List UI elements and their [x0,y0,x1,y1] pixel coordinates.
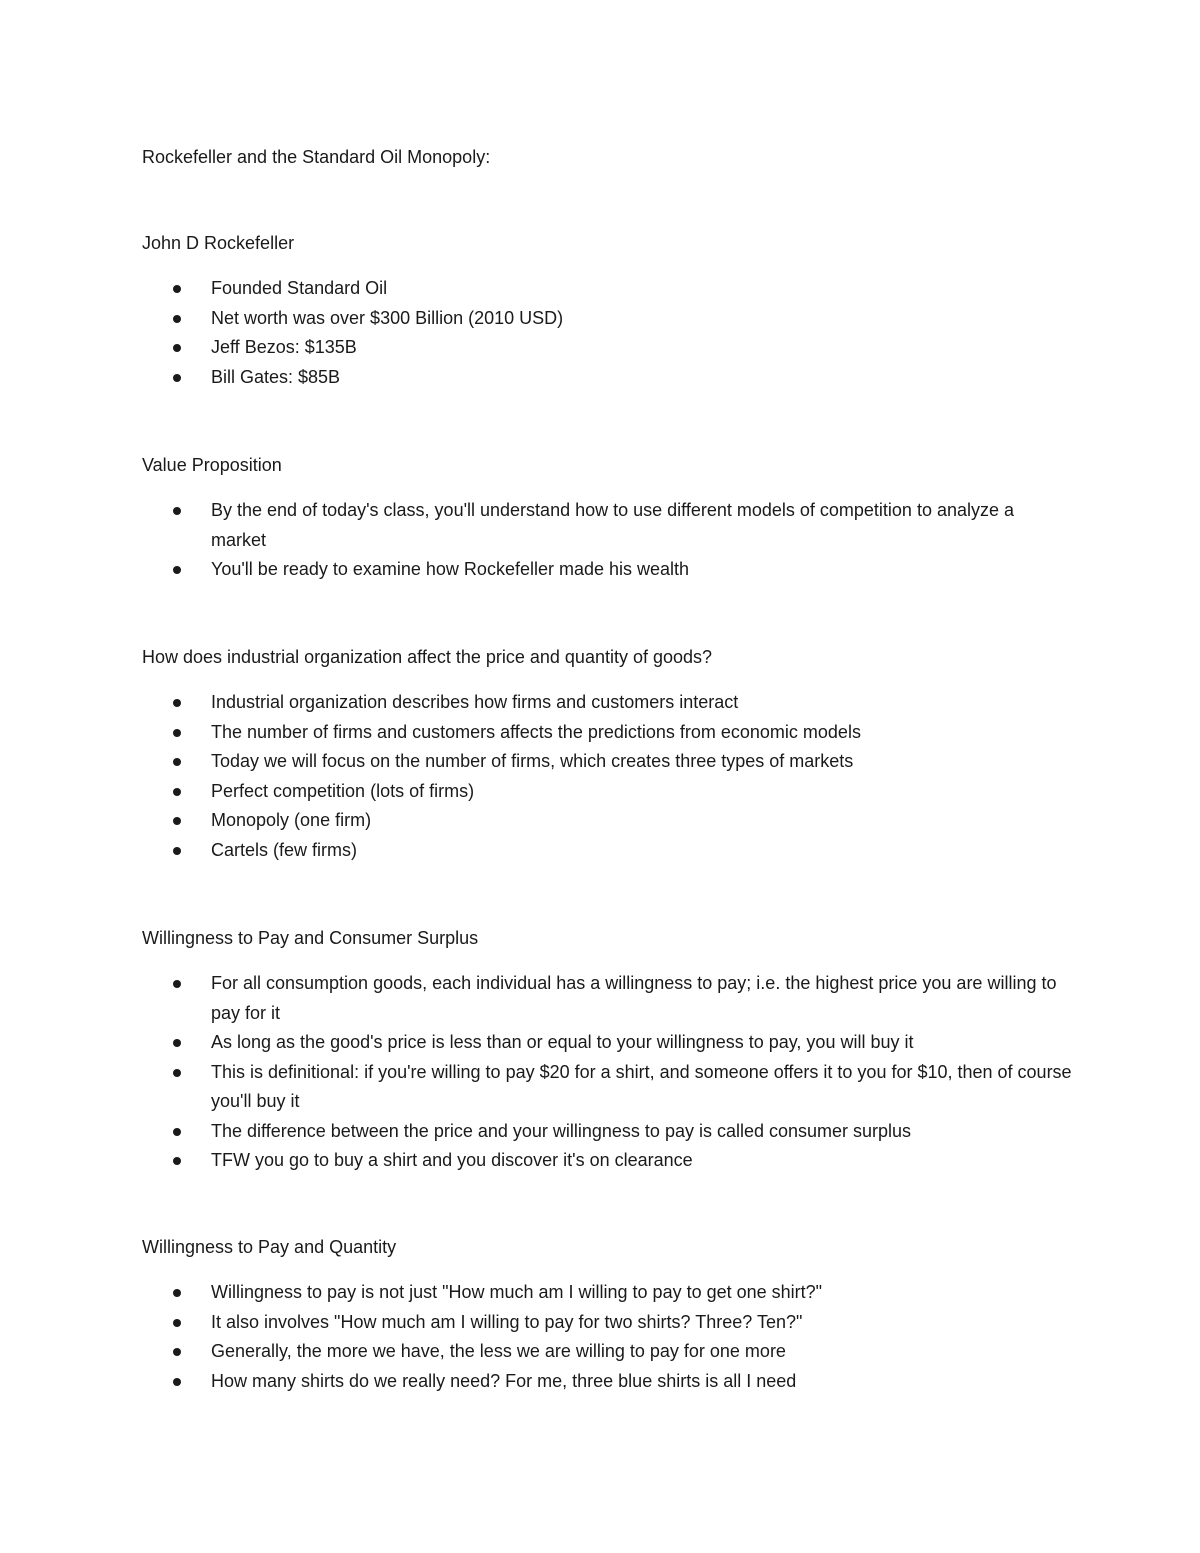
section-heading: Willingness to Pay and Consumer Surplus [142,928,479,948]
list-item [142,806,1072,836]
list-item-text: Perfect competition (lots of firms) [211,780,475,801]
list-item-text: How many shirts do we really need? For me, three blue shirts is all I need [211,1370,797,1391]
bullet-icon [173,1128,181,1136]
document-title-block [142,145,1072,169]
section-willingness-consumer-surplus [142,926,1072,1176]
list-item [142,274,1072,304]
list-item [142,718,1072,748]
bullet-icon [173,1319,181,1327]
list-item [142,1278,1072,1308]
list-item-text: Monopoly (one firm) [211,810,372,830]
list-item [142,304,1072,334]
list-item-text: It also involves "How much am I willing to pay for two shirts? Three? Ten?" [211,1311,803,1332]
list-item [142,969,1072,1028]
bullet-icon [173,285,181,293]
list-item-text: Bill Gates: $85B [211,366,341,387]
bullet-list [142,1278,1072,1396]
bullet-icon [173,566,181,574]
list-item [142,1337,1072,1367]
section-heading: Willingness to Pay and Quantity [142,1237,397,1257]
section-industrial-organization [142,645,1072,865]
list-item [142,688,1072,718]
bullet-icon [173,1289,181,1297]
list-item-text: Founded Standard Oil [211,278,388,298]
document-title: Rockefeller and the Standard Oil Monopoly: [142,147,491,167]
section-heading: How does industrial organization affect the price and quantity of goods? [142,647,713,667]
list-item-text: This is definitional: if you're willing to pay $20 for a shirt, and someone offers it to you for $10, then of course you'll buy it [211,1061,1072,1111]
list-item-text: TFW you go to buy a shirt and you discover it's on clearance [211,1150,693,1170]
list-item-text: The number of firms and customers affects the predictions from economic models [211,721,861,742]
list-item [142,1367,1072,1397]
list-item [142,333,1072,363]
list-item-text: By the end of today's class, you'll understand how to use different models of competition to analyze a market [211,500,1015,550]
bullet-icon [173,344,181,352]
bullet-icon [173,315,181,323]
list-item-text: As long as the good's price is less than or equal to your willingness to pay, you will buy it [211,1032,914,1052]
section-heading: Value Proposition [142,455,282,475]
bullet-icon [173,980,181,988]
bullet-list [142,274,1072,392]
list-item [142,1058,1072,1117]
bullet-icon [173,788,181,796]
list-item-text: Willingness to pay is not just "How much am I willing to pay to get one shirt?" [211,1282,823,1302]
list-item [142,363,1072,393]
list-item-text: Industrial organization describes how firms and customers interact [211,692,739,712]
bullet-list [142,969,1072,1176]
list-item [142,1117,1072,1147]
bullet-icon [173,729,181,737]
section-willingness-quantity [142,1235,1072,1396]
bullet-icon [173,1348,181,1356]
bullet-icon [173,847,181,855]
bullet-icon [173,374,181,382]
bullet-list [142,688,1072,865]
list-item-text: Today we will focus on the number of firms, which creates three types of markets [211,751,854,771]
bullet-icon [173,507,181,515]
bullet-list [142,496,1072,585]
list-item-text: The difference between the price and your willingness to pay is called consumer surplus [211,1120,912,1141]
list-item [142,747,1072,777]
bullet-icon [173,1069,181,1077]
section-value-proposition [142,453,1072,585]
list-item-text: Jeff Bezos: $135B [211,337,357,357]
list-item-text: Cartels (few firms) [211,839,358,860]
section-heading: John D Rockefeller [142,233,295,253]
list-item [142,555,1072,585]
list-item-text: You'll be ready to examine how Rockefeller made his wealth [211,559,690,579]
list-item-text: Net worth was over $300 Billion (2010 USD) [211,307,564,328]
list-item [142,1028,1072,1058]
section-john-d-rockefeller [142,231,1072,392]
bullet-icon [173,1378,181,1386]
list-item [142,496,1072,555]
bullet-icon [173,1157,181,1165]
bullet-icon [173,1039,181,1047]
list-item [142,1308,1072,1338]
bullet-icon [173,817,181,825]
list-item [142,836,1072,866]
list-item-text: For all consumption goods, each individual has a willingness to pay; i.e. the highest price you are willing to pay for it [211,973,1057,1023]
list-item [142,1146,1072,1176]
bullet-icon [173,699,181,707]
bullet-icon [173,758,181,766]
list-item [142,777,1072,807]
list-item-text: Generally, the more we have, the less we are willing to pay for one more [211,1341,786,1361]
